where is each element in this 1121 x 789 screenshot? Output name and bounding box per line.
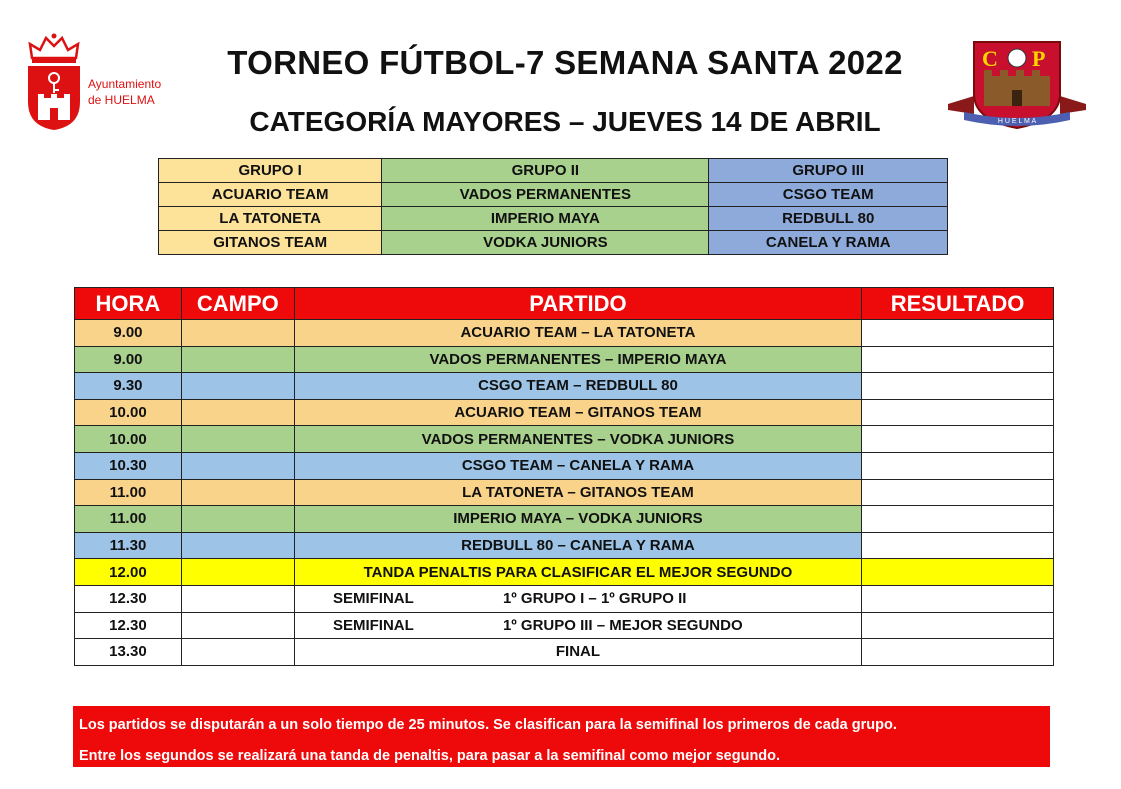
ayuntamiento-shield-icon [24,32,84,132]
page-subtitle: CATEGORÍA MAYORES – JUEVES 14 DE ABRIL [249,106,881,137]
match-row [75,426,1054,453]
header-resultado: RESULTADO [862,288,1054,320]
partido-cell: ACUARIO TEAM – LA TATONETA [294,320,861,347]
resultado-cell [862,612,1054,639]
campo-cell [181,612,294,639]
header-campo: CAMPO [181,288,294,320]
match-row [75,373,1054,400]
resultado-cell [862,426,1054,453]
partido-cell [294,612,861,639]
header-hora: HORA [75,288,182,320]
campo-cell [181,399,294,426]
semifinal-match: 1º GRUPO I – 1º GRUPO II [502,590,687,608]
campo-cell [181,373,294,400]
hora-cell: 12.30 [75,612,182,639]
campo-cell [181,479,294,506]
campo-cell [181,639,294,666]
hora-cell: 10.30 [75,452,182,479]
groups-header-row [159,159,948,183]
ayuntamiento-name [88,76,161,108]
team-cell: ACUARIO TEAM [159,183,382,207]
campo-cell [181,532,294,559]
team-cell: REDBULL 80 [709,207,948,231]
partido-cell: REDBULL 80 – CANELA Y RAMA [294,532,861,559]
resultado-cell [862,639,1054,666]
note-line-2: Entre los segundos se realizará una tanda de penaltis, para pasar a la semifinal como mejor segundo. [79,748,781,764]
header-partido: PARTIDO [294,288,861,320]
svg-text:H U E L M A: H U E L M A [997,118,1037,125]
match-row [75,479,1054,506]
svg-text:P: P [1032,46,1046,71]
rules-note [73,706,1050,767]
hora-cell: 12.30 [75,585,182,612]
resultado-cell [862,506,1054,533]
match-row [75,399,1054,426]
partido-cell: ACUARIO TEAM – GITANOS TEAM [294,399,861,426]
org-line-1: Ayuntamiento [88,77,162,91]
campo-cell [181,452,294,479]
hora-cell: 10.00 [75,426,182,453]
campo-cell [181,585,294,612]
team-cell: IMPERIO MAYA [382,207,709,231]
hora-cell: 11.00 [75,506,182,533]
match-row [75,506,1054,533]
partido-cell [294,585,861,612]
campo-cell [181,426,294,453]
penalty-row [75,559,1054,586]
match-row [75,452,1054,479]
resultado-cell [862,479,1054,506]
partido-cell: CSGO TEAM – REDBULL 80 [294,373,861,400]
group-cell: GRUPO I [159,159,382,183]
hora-cell: 9.00 [75,320,182,347]
schedule-body [75,320,1054,666]
match-row [75,346,1054,373]
semifinal-label: SEMIFINAL [332,616,414,634]
partido-cell: IMPERIO MAYA – VODKA JUNIORS [294,506,861,533]
match-row [75,532,1054,559]
resultado-cell [862,373,1054,400]
semifinal-match: 1º GRUPO III – MEJOR SEGUNDO [502,616,743,634]
team-cell: VADOS PERMANENTES [382,183,709,207]
semifinal-row [75,612,1054,639]
team-cell: VODKA JUNIORS [382,231,709,255]
semifinal-label: SEMIFINAL [332,590,414,608]
resultado-cell [862,532,1054,559]
partido-cell: CSGO TEAM – CANELA Y RAMA [294,452,861,479]
hora-cell: 11.30 [75,532,182,559]
resultado-cell [862,452,1054,479]
match-row [75,320,1054,347]
svg-text:C: C [982,46,998,71]
schedule-table [74,287,1054,666]
hora-cell: 13.30 [75,639,182,666]
campo-cell [181,559,294,586]
group-cell: GRUPO III [709,159,948,183]
schedule-header-row [75,288,1054,320]
final-row [75,639,1054,666]
resultado-cell [862,559,1054,586]
partido-cell: FINAL [294,639,861,666]
semifinal-row [75,585,1054,612]
group-cell: GRUPO II [382,159,709,183]
partido-cell: VADOS PERMANENTES – VODKA JUNIORS [294,426,861,453]
team-cell: LA TATONETA [159,207,382,231]
team-cell: GITANOS TEAM [159,231,382,255]
partido-cell: LA TATONETA – GITANOS TEAM [294,479,861,506]
groups-row [159,183,948,207]
campo-cell [181,320,294,347]
partido-cell: VADOS PERMANENTES – IMPERIO MAYA [294,346,861,373]
groups-table [158,158,948,255]
resultado-cell [862,346,1054,373]
page-title: TORNEO FÚTBOL-7 SEMANA SANTA 2022 [227,44,903,81]
hora-cell: 9.00 [75,346,182,373]
groups-row [159,207,948,231]
groups-row [159,231,948,255]
team-cell: CSGO TEAM [709,183,948,207]
partido-cell: TANDA PENALTIS PARA CLASIFICAR EL MEJOR SEGUNDO [294,559,861,586]
campo-cell [181,346,294,373]
note-line-1: Los partidos se disputarán a un solo tiempo de 25 minutos. Se clasifican para la semifinal los primeros de cada grupo. [79,717,897,733]
hora-cell: 12.00 [75,559,182,586]
org-line-2: de HUELMA [88,93,155,107]
resultado-cell [862,320,1054,347]
hora-cell: 11.00 [75,479,182,506]
campo-cell [181,506,294,533]
hora-cell: 9.30 [75,373,182,400]
team-cell: CANELA Y RAMA [709,231,948,255]
hora-cell: 10.00 [75,399,182,426]
resultado-cell [862,399,1054,426]
resultado-cell [862,585,1054,612]
